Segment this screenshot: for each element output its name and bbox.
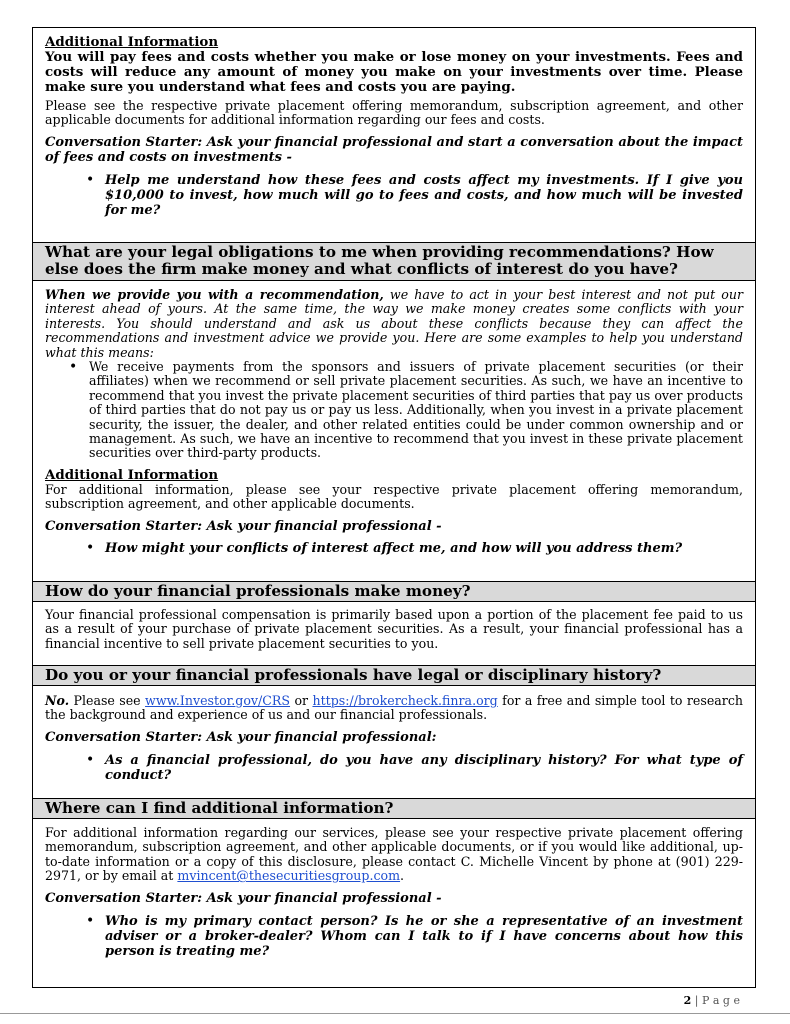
email-link[interactable]: mvincent@thesecuritiesgroup.com [177,868,401,884]
recommendation-para [45,288,743,360]
additional-info-body [33,826,755,959]
additional-info-para: For additional information, please see your respective private placement offering memorandum, subscription agreement, and other applicable documents. [45,481,743,512]
page-word: P a g e [701,994,740,1007]
additional-info-header: Where can I find additional information? [33,798,755,819]
compensation-para: Your financial professional compensation is primarily based upon a portion of the placement fee paid to us as a result of your purchase of private placement securities. As a result, your financial professional has a financial incentive to sell private placement securities to you. [45,607,743,651]
investor-gov-link[interactable]: www.Investor.gov/CRS [145,693,291,708]
additional-info-heading-2: Additional Information [45,466,219,483]
no-answer: No. [45,693,70,708]
fees-warning: You will pay fees and costs whether you make or lose money on your investments. Fees and costs will reduce any amount of money you make on your investments over time. Please make sure you understand what fees and costs you are paying. [45,49,743,95]
bullet-icon: • [86,751,95,768]
bullet-icon: • [86,539,95,556]
page-number: 2 [683,994,692,1007]
bullet-icon: • [86,912,95,929]
disciplinary-header: Do you or your financial professionals have legal or disciplinary history? [33,665,755,686]
conversation-starter-disciplinary: Conversation Starter: Ask your financial professional: [45,729,437,745]
disciplinary-question: As a financial professional, do you have any disciplinary history? For what type of conduct? [105,752,743,783]
conflicts-question: How might your conflicts of interest affect me, and how will you address them? [105,540,683,556]
page-footer [0,994,740,1007]
disciplinary-para [45,694,743,723]
contact-question: Who is my primary contact person? Is he or she a representative of an investment adviser or a broker-dealer? Whom can I talk to if I have concerns about how this person is treating me? [105,913,743,959]
fees-additional-info [33,35,755,218]
disciplinary-body [33,694,755,783]
fees-question: Help me understand how these fees and costs affect my investments. If I give you $10,000 to invest, how much will go to fees and costs, and how much will be invested for me? [105,172,743,218]
payments-bullet: We receive payments from the sponsors and issuers of private placement securities (or their affiliates) when we recommend or sell private placement securities. As such, we have an incentive to recommend that you invest the private placement securities of third parties that pay us over products of third parties that do not pay us or pay us less. Additionally, when you invest in a private placement security, the issuer, the dealer, and other related entities could be under common ownership and or management. As such, we have an incentive to recommend that you invest in these private placement securities over third-party products. [89,359,743,461]
list-item [45,753,743,783]
recommendation-lead: When we provide you with a recommendation, [45,287,384,302]
recommendation-text: we have to act in your best interest and not put our interest ahead of yours. At the same time, the way we make money creates some conflicts with your interests. You should understand and ask us about these conflicts because they can affect the recommendations and investment advice we provide you. Here are some examples to help you understand what this means: [45,287,743,360]
brokercheck-link[interactable]: https://brokercheck.finra.org [312,693,498,708]
conversation-starter-fees: Conversation Starter: Ask your financial professional and start a conversation about the impact of fees and costs on investments - [45,134,743,165]
conversation-starter-contact: Conversation Starter: Ask your financial professional - [45,890,442,906]
text: For additional information regarding our services, please see your respective private placement offering memorandum, subscription agreement, and other applicable documents, or if you would like additional, up-to-date information or a copy of this disclosure, please contact C. Michelle Vincent by phone at (901) 229-2971, or by email at [45,825,743,884]
contact-para [45,826,743,884]
additional-info-heading: Additional Information [45,34,219,50]
text: for a free and simple tool to research the background and experience of us and our financial professionals. [45,693,743,723]
compensation-body [33,608,755,651]
list-item [45,541,743,556]
legal-obligations-header: What are your legal obligations to me when providing recommendations? How else does the firm make money and what conflicts of interest do you have? [33,242,755,281]
conversation-starter-conflicts: Conversation Starter: Ask your financial professional - [45,518,442,534]
footer-rule [0,1013,790,1014]
text: Please see [69,693,146,708]
legal-obligations-body [33,288,755,556]
disclosure-box [32,27,756,988]
bullet-icon: • [69,359,78,376]
list-item [45,173,743,218]
text: . [400,868,405,884]
list-item [45,914,743,959]
compensation-header: How do your financial professionals make money? [33,581,755,602]
text: or [290,693,313,708]
bullet-icon: • [86,171,95,188]
page-separator: | [691,994,702,1007]
list-item [45,360,743,461]
fees-para: Please see the respective private placement offering memorandum, subscription agreement, and other applicable documents for additional information regarding our fees and costs. [45,98,743,128]
